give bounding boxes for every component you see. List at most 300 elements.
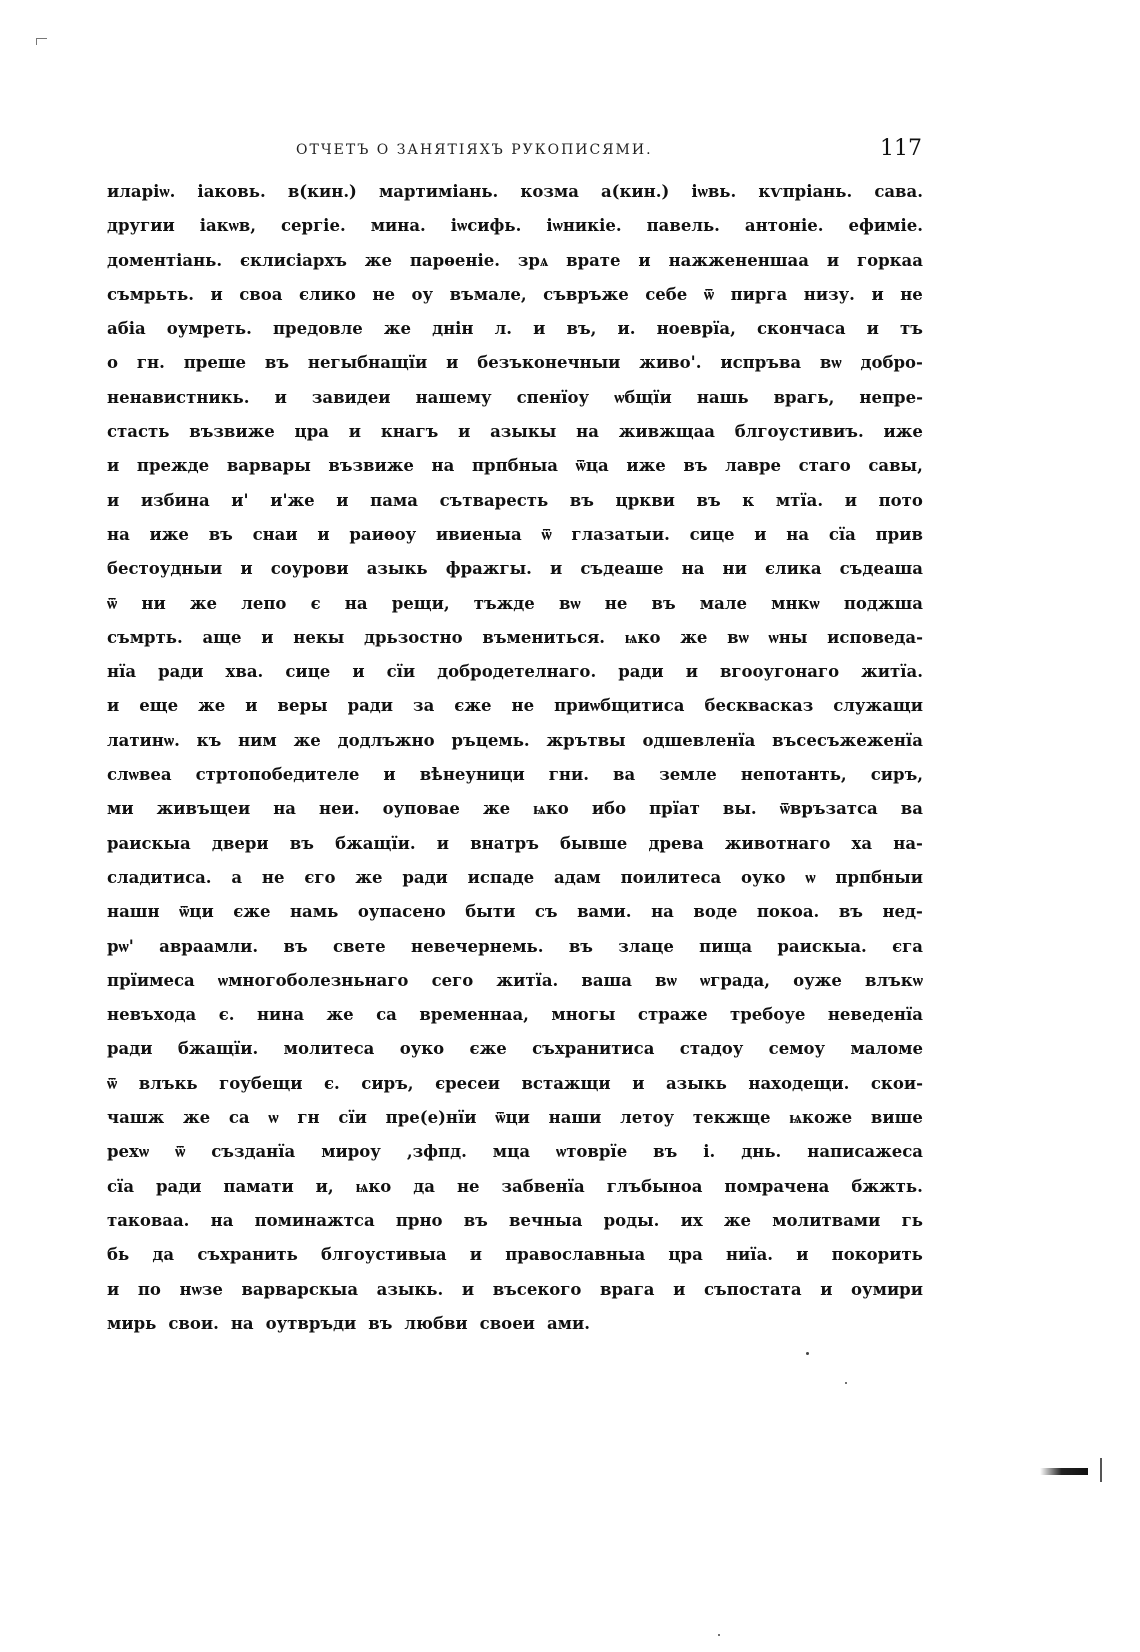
word: православныа	[505, 1245, 646, 1265]
word: многы	[551, 1005, 616, 1025]
word: а(кин.)	[600, 182, 670, 201]
word: цра	[668, 1245, 703, 1265]
word: цркви	[615, 490, 675, 510]
word: да	[152, 1245, 175, 1265]
word: іаковь.	[197, 182, 266, 201]
word: и	[796, 1245, 809, 1265]
word: же	[723, 1210, 752, 1230]
word: раиѳоу	[349, 524, 417, 544]
word: оу	[411, 284, 434, 304]
word: мартиміань.	[378, 182, 499, 201]
word: пирга	[730, 284, 788, 304]
word: ами.	[546, 1313, 590, 1333]
word: са	[228, 1108, 250, 1128]
word: съдеаша	[839, 559, 923, 579]
word: ефиміе.	[848, 216, 923, 236]
word: гни.	[548, 765, 589, 785]
word: ѡны	[768, 627, 808, 647]
word: пре(е)нїи	[385, 1108, 477, 1128]
word: семоу	[768, 1039, 826, 1059]
word: же	[182, 1108, 211, 1128]
text-line	[107, 1170, 923, 1204]
word: не	[604, 593, 628, 613]
word: к	[742, 490, 755, 510]
word: днін	[432, 319, 474, 339]
word: іакѡв,	[199, 216, 256, 236]
word: не	[372, 284, 395, 304]
crop-corner-mark	[36, 38, 47, 45]
word: блгоустивыа	[321, 1245, 447, 1265]
word: въ	[568, 936, 593, 956]
word: и	[348, 422, 362, 442]
text-line	[107, 861, 923, 895]
word: ѿ	[107, 1073, 118, 1093]
word: азыкы	[490, 422, 557, 442]
word: ваша	[581, 970, 632, 990]
word: прив	[875, 524, 923, 544]
word: и	[352, 662, 365, 682]
text-line	[107, 655, 923, 689]
word: л.	[494, 319, 513, 339]
text-line	[107, 724, 923, 758]
word: ѿца	[575, 456, 609, 476]
word: съ	[534, 902, 558, 922]
word: слѡвеа	[107, 765, 172, 785]
word: и	[336, 490, 349, 510]
text-line	[107, 1135, 923, 1169]
word: іѡвь.	[691, 182, 737, 201]
word: єлико	[299, 284, 356, 304]
word: и	[436, 833, 450, 853]
word: и	[383, 765, 396, 785]
word: исповеда-	[827, 627, 923, 647]
word: ѿ	[107, 593, 118, 613]
word: скончаса	[756, 319, 846, 339]
word: іѡсифь.	[450, 216, 522, 236]
word: не	[511, 696, 535, 716]
word: въ,	[566, 319, 597, 339]
word: създанїа	[211, 1142, 296, 1162]
text-line	[107, 1238, 923, 1272]
word: на	[431, 456, 455, 476]
word: о	[107, 353, 119, 373]
word: неи.	[319, 799, 360, 819]
word: възвиже	[189, 422, 275, 442]
text-line	[107, 998, 923, 1032]
word: веры	[277, 696, 328, 716]
word: своа	[239, 284, 283, 304]
word: блгоустивиъ.	[734, 422, 864, 442]
word: въ	[569, 490, 594, 510]
text-line	[107, 1067, 923, 1101]
word: ѿ	[541, 524, 552, 544]
word: стадоу	[679, 1039, 744, 1059]
word: покорить	[831, 1245, 923, 1265]
word: требоуе	[730, 1005, 806, 1025]
text-line	[107, 621, 923, 655]
word: и	[844, 490, 857, 510]
word: сава.	[874, 182, 923, 201]
word: и	[107, 456, 120, 476]
word: сиръ,	[870, 765, 923, 785]
word: хва.	[225, 662, 264, 682]
word: памати	[223, 1176, 294, 1196]
word: і.	[703, 1142, 716, 1162]
word: двери	[211, 833, 269, 853]
word: некы	[293, 627, 345, 647]
word: житїа.	[861, 662, 923, 682]
word: приѡбщитиса	[554, 696, 685, 716]
word: прїимеса	[107, 970, 195, 990]
word: ми	[107, 799, 134, 819]
word: оуповае	[382, 799, 460, 819]
word: въ	[264, 353, 290, 373]
word: ним	[238, 730, 277, 750]
word: преше	[183, 353, 247, 373]
text-line	[107, 758, 923, 792]
word: прно	[395, 1210, 443, 1230]
text-line	[107, 346, 923, 380]
word: роды.	[603, 1210, 660, 1230]
word: таковаа.	[107, 1210, 190, 1230]
word: кнагъ	[380, 422, 439, 442]
word: къ	[196, 730, 222, 750]
word: въ	[696, 490, 721, 510]
word: є.	[323, 1073, 340, 1093]
word: и	[550, 559, 563, 579]
word: помраченa	[724, 1176, 830, 1196]
word: вами.	[577, 902, 632, 922]
word: намь	[289, 902, 339, 922]
word: ѡграда,	[700, 970, 770, 990]
word: влъкѡ	[865, 970, 923, 990]
word: гоубещи	[219, 1073, 303, 1093]
word: же	[364, 250, 392, 270]
word: фражгы.	[445, 559, 532, 579]
word: оутвръди	[265, 1313, 357, 1333]
word: съхранитиса	[532, 1039, 655, 1059]
text-line	[107, 312, 923, 346]
scan-speck	[718, 1634, 720, 1636]
text-line	[107, 278, 923, 312]
word: воде	[693, 902, 738, 922]
word: сїи	[386, 662, 416, 682]
word: жрътвы	[546, 730, 626, 750]
word: ненавистникь.	[107, 387, 250, 407]
word: въ	[283, 936, 308, 956]
word: мца	[492, 1142, 531, 1162]
word: мироу	[321, 1142, 381, 1162]
word: ивиеныа	[435, 524, 522, 544]
word: ниїа.	[725, 1245, 774, 1265]
word: добро-	[860, 353, 923, 373]
word: додлъжно	[337, 730, 435, 750]
word: свои.	[168, 1313, 219, 1333]
word: служащи	[833, 696, 923, 716]
word: да	[413, 1176, 435, 1196]
word: ѡ	[268, 1108, 279, 1128]
word: в(кин.)	[287, 182, 357, 201]
word: въ	[289, 833, 314, 853]
word: ѩкоже	[789, 1108, 853, 1128]
text-line	[107, 244, 923, 278]
text-line	[107, 1101, 923, 1135]
word: ради	[347, 696, 394, 716]
word: оумреть.	[166, 319, 252, 339]
word: скои-	[870, 1073, 923, 1093]
word: испръва	[720, 353, 802, 373]
word: мале	[699, 593, 747, 613]
word: и	[632, 1073, 645, 1093]
word: вечныа	[509, 1210, 583, 1230]
word: по	[137, 1279, 161, 1299]
word: єго	[304, 867, 336, 887]
word: сїа	[828, 524, 856, 544]
word: текжще	[692, 1108, 771, 1128]
word: ѿ	[175, 1142, 186, 1162]
word: лавре	[725, 456, 781, 476]
word: рехѡ	[107, 1142, 150, 1162]
word: пама	[370, 490, 418, 510]
word: вы.	[722, 799, 757, 819]
word: ѡмногоболезньнаго	[217, 970, 409, 990]
word: павель.	[646, 216, 720, 236]
word: азыкь	[665, 1073, 727, 1093]
word: мнкѡ	[771, 593, 820, 613]
word: адам	[554, 867, 601, 887]
word: вѡ	[558, 593, 581, 613]
word: на	[681, 559, 705, 579]
word: ѩко	[624, 627, 661, 647]
word: врагь,	[773, 387, 835, 407]
word: єже	[454, 696, 492, 716]
text-line	[107, 415, 923, 449]
word: пища	[699, 936, 753, 956]
word: бывше	[560, 833, 628, 853]
word: азыкь.	[376, 1279, 444, 1299]
word: предовле	[272, 319, 363, 339]
word: сего	[431, 970, 474, 990]
word: вѡ	[819, 353, 842, 373]
word: ѩко	[533, 799, 569, 819]
word: ѡбщїи	[614, 387, 672, 407]
word: варвары	[226, 456, 311, 476]
word: а	[231, 867, 243, 887]
word: свете	[332, 936, 386, 956]
text-line	[107, 689, 923, 723]
word: горкаа	[856, 250, 923, 270]
word: на	[576, 422, 599, 442]
word: савы,	[868, 456, 923, 476]
word: съхранить	[197, 1245, 298, 1265]
word: днь.	[741, 1142, 782, 1162]
word: и	[240, 559, 253, 579]
word: раискыа.	[777, 936, 867, 956]
word: прїат	[649, 799, 700, 819]
word: молитвами	[772, 1210, 881, 1230]
word: завидеи	[311, 387, 391, 407]
word: находещи.	[748, 1073, 850, 1093]
word: є	[310, 593, 321, 613]
text-line	[107, 827, 923, 861]
word: ,зфпд.	[406, 1142, 467, 1162]
word: авраамли.	[159, 936, 259, 956]
text-line	[107, 484, 923, 518]
word: мирь	[107, 1313, 157, 1333]
scan-speck	[806, 1352, 809, 1355]
scan-edge-tick	[1100, 1458, 1102, 1482]
word: и'	[231, 490, 249, 510]
word: гь	[901, 1210, 923, 1230]
word: ѡ	[805, 867, 816, 887]
word: въ	[651, 593, 676, 613]
word: ради	[158, 662, 204, 682]
word: на	[344, 593, 368, 613]
word: на	[273, 799, 297, 819]
word: пото	[878, 490, 923, 510]
word: прпбныа	[471, 456, 558, 476]
word: на	[230, 1313, 254, 1333]
word: и	[826, 250, 840, 270]
word: ради	[618, 662, 664, 682]
word: одшевленїа	[642, 730, 756, 750]
word: вѡ	[655, 970, 677, 990]
text-line	[107, 552, 923, 586]
word: и	[245, 696, 258, 716]
word: єлика	[764, 559, 822, 579]
word: ва	[900, 799, 923, 819]
word: нашему	[415, 387, 492, 407]
text-line	[107, 209, 923, 243]
text-line	[107, 895, 923, 929]
word: лепо	[241, 593, 287, 613]
word: козма	[520, 182, 579, 201]
word: забвенїа	[501, 1176, 585, 1196]
word: нѡзе	[179, 1279, 223, 1299]
word: и	[107, 490, 120, 510]
word: ха	[851, 833, 873, 853]
word: временнаа,	[419, 1005, 529, 1025]
word: латинѡ.	[107, 730, 180, 750]
word: и'же	[270, 490, 315, 510]
word: сергіе.	[280, 216, 346, 236]
word: избина	[140, 490, 210, 510]
word: живжщаа	[618, 422, 715, 442]
word: ѿци	[495, 1108, 530, 1128]
word: стртопобедителе	[195, 765, 360, 785]
word: кѵпріань.	[758, 182, 853, 201]
word: нашь	[696, 387, 749, 407]
word: и	[107, 696, 120, 716]
running-title: ОТЧЕТЪ О ЗАНЯТІЯХЪ РУКОПИСЯМИ.	[296, 142, 653, 158]
word: же	[482, 799, 511, 819]
word: и	[458, 422, 471, 442]
word: бжащїи.	[335, 833, 416, 853]
word: азыкь	[366, 559, 428, 579]
word: тъ	[900, 319, 923, 339]
word: въсесъжеженїа	[772, 730, 923, 750]
word: єже	[233, 902, 271, 922]
word: бь	[107, 1245, 130, 1265]
word: въмале,	[449, 284, 527, 304]
word: их	[680, 1210, 703, 1230]
word: спенїоу	[516, 387, 590, 407]
word: сїи	[338, 1108, 367, 1128]
word: низу.	[803, 284, 855, 304]
word: вѣнеуници	[419, 765, 525, 785]
word: нашн	[107, 902, 160, 922]
word: съмрьть.	[107, 284, 194, 304]
word: антоніе.	[744, 216, 824, 236]
word: не	[456, 1176, 480, 1196]
word: тъжде	[473, 593, 535, 613]
word: ради	[155, 1176, 202, 1196]
word: злаце	[618, 936, 674, 956]
word: нажжененшаа	[668, 250, 809, 270]
word: ѿ	[703, 284, 715, 304]
page-number: 117	[880, 136, 922, 161]
text-line	[107, 518, 923, 552]
word: же	[189, 593, 218, 613]
word: сице	[285, 662, 331, 682]
word: сице	[689, 524, 735, 544]
text-line	[107, 1307, 923, 1341]
body-text	[107, 175, 923, 1341]
word: ни	[141, 593, 166, 613]
word: прпбныи	[835, 867, 923, 887]
word: внатръ	[470, 833, 539, 853]
running-head	[296, 136, 922, 166]
word: поджша	[843, 593, 923, 613]
word: оумири	[851, 1279, 923, 1299]
word: встажщи	[521, 1073, 611, 1093]
word: доментіань.	[107, 250, 223, 270]
word: глъбыноа	[606, 1176, 703, 1196]
word: непотанть,	[740, 765, 847, 785]
word: зрѧ	[517, 250, 549, 270]
word: въ	[208, 524, 233, 544]
word: съмрть.	[107, 627, 183, 647]
word: въ	[683, 456, 708, 476]
word: ва	[613, 765, 636, 785]
word: влъкь	[138, 1073, 198, 1093]
word: же	[680, 627, 708, 647]
word: сладитиса.	[107, 867, 212, 887]
word: иже	[626, 456, 666, 476]
word: ради	[107, 1039, 153, 1059]
word: са	[376, 1005, 397, 1025]
word: рещи,	[391, 593, 450, 613]
word: покоа.	[756, 902, 820, 922]
word: мтїа.	[775, 490, 824, 510]
word: ибо	[591, 799, 627, 819]
word: въсекого	[492, 1279, 582, 1299]
word: и,	[315, 1176, 334, 1196]
word: аще	[202, 627, 242, 647]
word: єклисіархъ	[240, 250, 347, 270]
word: є.	[218, 1005, 235, 1025]
word: невъхода	[107, 1005, 197, 1025]
text-line	[107, 930, 923, 964]
word: животнаго	[724, 833, 831, 853]
word: мина.	[370, 216, 426, 236]
word: вгооугонаго	[719, 662, 840, 682]
word: не	[261, 867, 285, 887]
word: бжащїи.	[177, 1039, 259, 1059]
word: и	[754, 524, 767, 544]
text-line	[107, 1273, 923, 1307]
word: иже	[883, 422, 923, 442]
